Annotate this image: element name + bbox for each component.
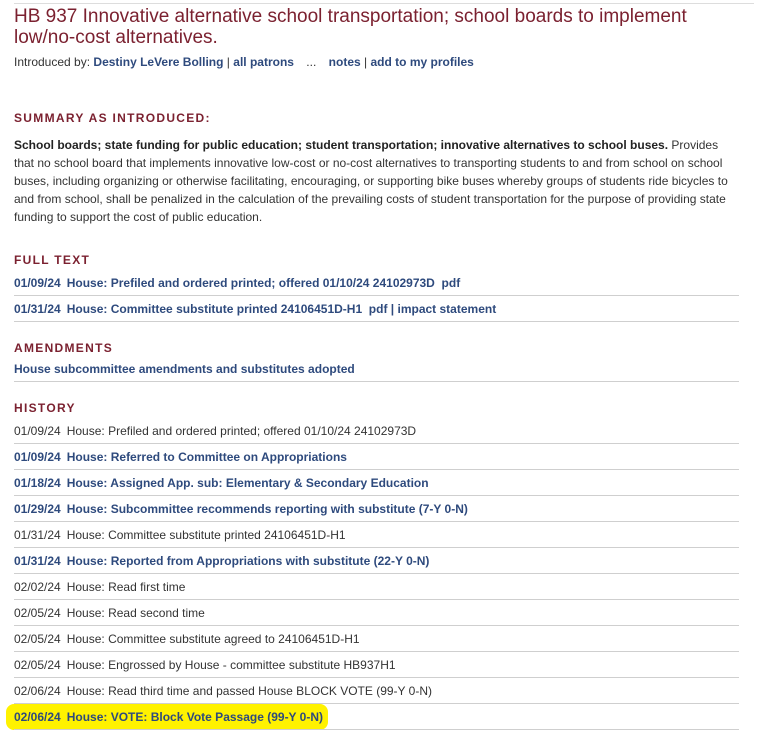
history-date: 02/05/24 xyxy=(14,658,61,672)
separator: | xyxy=(390,302,395,316)
history-date: 01/31/24 xyxy=(14,528,61,542)
bill-title: HB 937 Innovative alternative school transportation; school boards to implement low/no-cost alternatives. xyxy=(14,6,687,48)
full-text-link[interactable]: House: Prefiled and ordered printed; offered 01/10/24 24102973D xyxy=(66,276,435,290)
history-date: 02/06/24 xyxy=(14,684,61,698)
amendments-heading: AMENDMENTS xyxy=(14,341,113,355)
summary-lead: School boards; state funding for public education; student transportation; innovative alternatives to school buses. xyxy=(14,138,669,152)
history-date: 01/09/24 xyxy=(14,450,61,464)
history-date: 01/18/24 xyxy=(14,476,61,490)
add-to-profiles-link[interactable]: add to my profiles xyxy=(370,55,474,69)
history-row xyxy=(14,600,739,626)
impact-statement-link[interactable]: impact statement xyxy=(397,302,497,316)
history-text[interactable]: House: Subcommittee recommends reporting with substitute (7-Y 0-N) xyxy=(66,502,468,516)
pdf-link[interactable]: pdf xyxy=(441,276,461,290)
history-row xyxy=(14,626,739,652)
history-row[interactable] xyxy=(14,470,739,496)
history-date: 01/29/24 xyxy=(14,502,61,516)
history-row[interactable] xyxy=(14,548,739,574)
history-row xyxy=(14,652,739,678)
history-text: House: Committee substitute printed 24106451D-H1 xyxy=(66,528,346,542)
history-text: House: Engrossed by House - committee substitute HB937H1 xyxy=(66,658,396,672)
pdf-link[interactable]: pdf xyxy=(368,302,388,316)
separator: | xyxy=(226,55,230,69)
history-row[interactable] xyxy=(14,496,739,522)
summary-text xyxy=(14,136,738,226)
all-patrons-link[interactable]: all patrons xyxy=(233,55,294,69)
amendments-row xyxy=(14,356,739,382)
history-date: 02/06/24 xyxy=(14,710,61,724)
history-row[interactable] xyxy=(14,444,739,470)
history-text[interactable]: House: VOTE: Block Vote Passage (99-Y 0-N) xyxy=(66,710,324,724)
summary-body: Provides that no school board that implements innovative low-cost or no-cost alternatives to transporting students to and from school on school buses, including organizing or otherwise facilitating, encouraging, or supporting bike buses whereby groups of students ride bicycles to and from school, shall be penalized in the calculation of the prevailing costs of student transportation for the purpose of providing state funding to support the cost of public education. xyxy=(14,138,728,224)
history-heading: HISTORY xyxy=(14,401,76,415)
patron-link[interactable]: Destiny LeVere Bolling xyxy=(93,55,224,69)
history-text: House: Prefiled and ordered printed; offered 01/10/24 24102973D xyxy=(66,424,417,438)
history-row xyxy=(14,574,739,600)
history-text[interactable]: House: Referred to Committee on Appropriations xyxy=(66,450,347,464)
history-text: House: Read first time xyxy=(66,580,186,594)
summary-heading: SUMMARY AS INTRODUCED: xyxy=(14,111,211,125)
notes-link[interactable]: notes xyxy=(328,55,361,69)
dots-separator: ... xyxy=(306,55,317,69)
history-date: 02/05/24 xyxy=(14,606,61,620)
top-divider xyxy=(14,3,754,4)
separator: | xyxy=(364,55,368,69)
history-text: House: Read third time and passed House BLOCK VOTE (99-Y 0-N) xyxy=(66,684,432,698)
history-row xyxy=(14,418,739,444)
full-text-heading: FULL TEXT xyxy=(14,253,91,267)
full-text-date: 01/09/24 xyxy=(14,276,61,290)
history-row xyxy=(14,678,739,704)
introduced-label: Introduced by: xyxy=(14,55,91,69)
history-row xyxy=(14,522,739,548)
history-text[interactable]: House: Assigned App. sub: Elementary & Secondary Education xyxy=(66,476,429,490)
history-row[interactable] xyxy=(14,704,739,730)
history-text: House: Committee substitute agreed to 24106451D-H1 xyxy=(66,632,360,646)
full-text-date: 01/31/24 xyxy=(14,302,61,316)
history-text: House: Read second time xyxy=(66,606,205,620)
introduced-line xyxy=(14,55,474,69)
history-text[interactable]: House: Reported from Appropriations with substitute (22-Y 0-N) xyxy=(66,554,430,568)
history-date: 01/31/24 xyxy=(14,554,61,568)
amendments-link[interactable]: House subcommittee amendments and substitutes adopted xyxy=(14,362,355,376)
history-date: 02/02/24 xyxy=(14,580,61,594)
history-date: 01/09/24 xyxy=(14,424,61,438)
full-text-row xyxy=(14,270,739,296)
history-date: 02/05/24 xyxy=(14,632,61,646)
full-text-row xyxy=(14,296,739,322)
full-text-link[interactable]: House: Committee substitute printed 24106451D-H1 xyxy=(66,302,363,316)
